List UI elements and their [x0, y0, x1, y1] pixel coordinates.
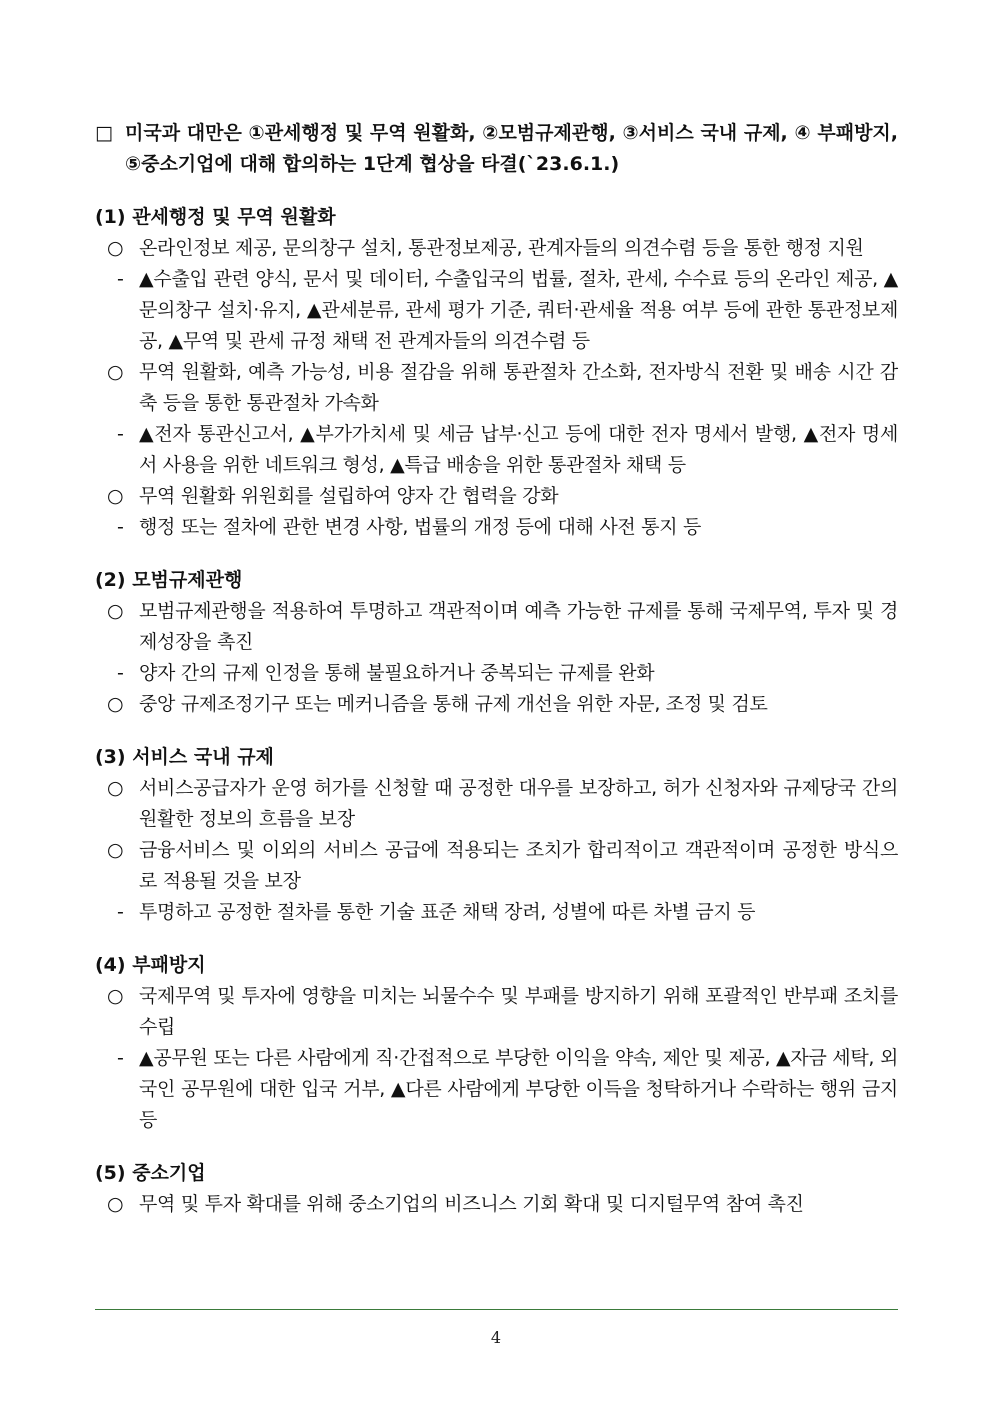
document-body [95, 118, 898, 1220]
circle-bullet-icon: ○ [107, 839, 124, 861]
section-1 [95, 202, 898, 543]
item-text: ▲전자 통관신고서, ▲부가가치세 및 세금 납부·신고 등에 대한 전자 명세서 발행, ▲전자 명세서 사용을 위한 네트워크 형성, ▲특급 배송을 위한 통관절차 채택 등 [139, 423, 898, 476]
intro-paragraph [95, 118, 898, 180]
dash-bullet-item [95, 1043, 898, 1136]
item-text: 모범규제관행을 적용하여 투명하고 객관적이며 예측 가능한 규제를 통해 국제무역, 투자 및 경제성장을 촉진 [139, 600, 898, 653]
item-text: 국제무역 및 투자에 영향을 미치는 뇌물수수 및 부패를 방지하기 위해 포괄적인 반부패 조치를 수립 [139, 985, 898, 1038]
item-text: 투명하고 공정한 절차를 통한 기술 표준 채택 장려, 성별에 따른 차별 금지 등 [139, 901, 756, 923]
footer-divider [95, 1309, 898, 1310]
circle-bullet-item [95, 981, 898, 1043]
circle-bullet-item [95, 835, 898, 897]
dash-bullet-item [95, 512, 898, 543]
circle-bullet-item [95, 233, 898, 264]
circle-bullet-item [95, 689, 898, 720]
section-3 [95, 742, 898, 928]
sections-container [95, 202, 898, 1220]
circle-bullet-item [95, 357, 898, 419]
circle-bullet-icon: ○ [107, 361, 124, 383]
item-text: ▲수출입 관련 양식, 문서 및 데이터, 수출입국의 법률, 절차, 관세, 수수료 등의 온라인 제공, ▲문의창구 설치·유지, ▲관세분류, 관세 평가 기준, 쿼터·관세율 적용 여부 등에 관한 통관정보제공, ▲무역 및 관세 규정 채택 전 관계자들의 의견수렴 등 [139, 268, 898, 352]
item-text: ▲공무원 또는 다른 사람에게 직·간접적으로 부당한 이익을 약속, 제안 및 제공, ▲자금 세탁, 외국인 공무원에 대한 입국 거부, ▲다른 사람에게 부당한 이득을 청탁하거나 수락하는 행위 금지 등 [139, 1047, 898, 1131]
item-text: 온라인정보 제공, 문의창구 설치, 통관정보제공, 관계자들의 의견수렴 등을 통한 행정 지원 [139, 237, 864, 259]
circle-bullet-item [95, 773, 898, 835]
item-text: 양자 간의 규제 인정을 통해 불필요하거나 중복되는 규제를 완화 [139, 662, 655, 684]
circle-bullet-item [95, 596, 898, 658]
section-4 [95, 950, 898, 1136]
dash-bullet-item [95, 419, 898, 481]
item-text: 무역 원활화, 예측 가능성, 비용 절감을 위해 통관절차 간소화, 전자방식 전환 및 배송 시간 감축 등을 통한 통관절차 가속화 [139, 361, 898, 414]
item-text: 무역 및 투자 확대를 위해 중소기업의 비즈니스 기회 확대 및 디지털무역 참여 촉진 [139, 1193, 804, 1215]
dash-bullet-icon: - [117, 1047, 124, 1069]
circle-bullet-icon: ○ [107, 237, 124, 259]
circle-bullet-icon: ○ [107, 777, 124, 799]
section-title: (5) 중소기업 [95, 1162, 206, 1184]
circle-bullet-icon: ○ [107, 485, 124, 507]
dash-bullet-item [95, 897, 898, 928]
section-title: (3) 서비스 국내 규제 [95, 746, 274, 768]
section-title: (4) 부패방지 [95, 954, 206, 976]
item-text: 무역 원활화 위원회를 설립하여 양자 간 협력을 강화 [139, 485, 559, 507]
dash-bullet-icon: - [117, 516, 124, 538]
section-2 [95, 565, 898, 720]
dash-bullet-icon: - [117, 423, 124, 445]
item-text: 서비스공급자가 운영 허가를 신청할 때 공정한 대우를 보장하고, 허가 신청자와 규제당국 간의 원활한 정보의 흐름을 보장 [139, 777, 898, 830]
item-text: 행정 또는 절차에 관한 변경 사항, 법률의 개정 등에 대해 사전 통지 등 [139, 516, 702, 538]
circle-bullet-icon: ○ [107, 693, 124, 715]
dash-bullet-item [95, 658, 898, 689]
circle-bullet-icon: ○ [107, 985, 124, 1007]
dash-bullet-icon: - [117, 268, 124, 290]
checkbox-square-mark: □ [95, 122, 113, 144]
intro-text: 미국과 대만은 ①관세행정 및 무역 원활화, ②모범규제관행, ③서비스 국내 규제, ④ 부패방지, ⑤중소기업에 대해 합의하는 1단계 협상을 타결(`23.6.1.) [125, 122, 898, 175]
dash-bullet-item [95, 264, 898, 357]
section-title: (2) 모범규제관행 [95, 569, 243, 591]
circle-bullet-icon: ○ [107, 1193, 124, 1215]
circle-bullet-item [95, 1189, 898, 1220]
item-text: 금융서비스 및 이외의 서비스 공급에 적용되는 조치가 합리적이고 객관적이며 공정한 방식으로 적용될 것을 보장 [139, 839, 898, 892]
circle-bullet-icon: ○ [107, 600, 124, 622]
section-title: (1) 관세행정 및 무역 원활화 [95, 206, 336, 228]
section-5 [95, 1158, 898, 1220]
dash-bullet-icon: - [117, 662, 124, 684]
page-number: 4 [490, 1328, 502, 1347]
dash-bullet-icon: - [117, 901, 124, 923]
item-text: 중앙 규제조정기구 또는 메커니즘을 통해 규제 개선을 위한 자문, 조정 및 검토 [139, 693, 768, 715]
circle-bullet-item [95, 481, 898, 512]
